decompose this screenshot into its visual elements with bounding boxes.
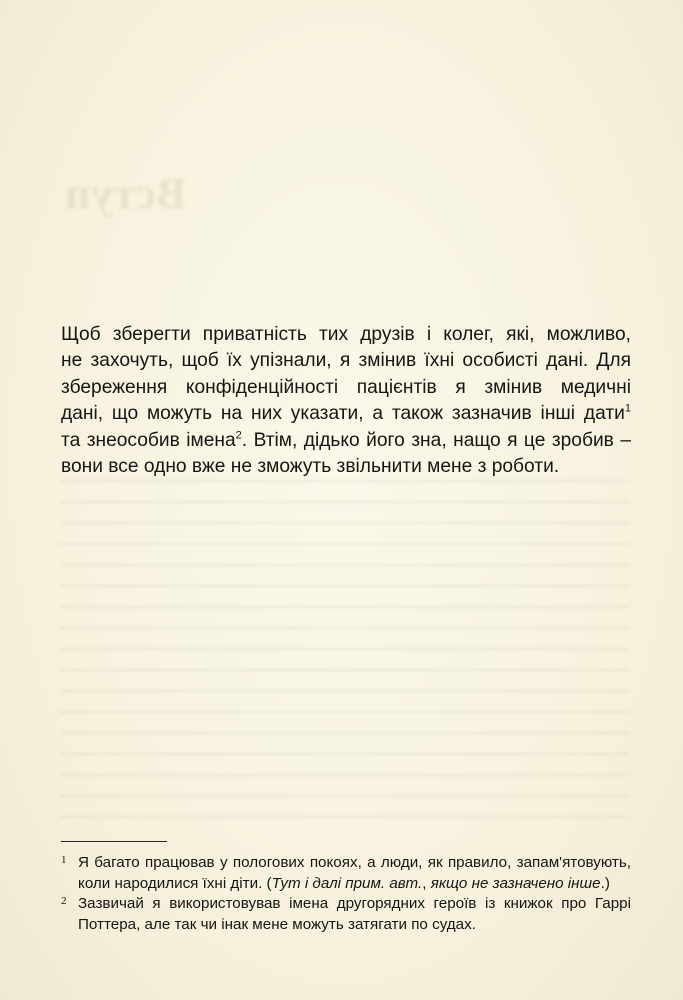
body-line [61, 428, 631, 454]
footnotes [61, 853, 631, 935]
footnote [61, 853, 631, 894]
body-line: вони все одно вже не зможуть звільнити мене з роботи. [61, 456, 560, 478]
body-line-text: дані, що можуть на них указати, а також зазначив інші дати [61, 403, 625, 425]
footnote-line: Зазвичай я використовував імена другорядних героїв із книжок про Гаррі [78, 895, 631, 912]
bleed-through-heading: Вступ [64, 169, 187, 218]
footnote-number: 2 [61, 895, 67, 907]
footnote-line: Поттера, але так чи інак мене можуть затягати по судах. [78, 915, 476, 933]
footnote-italic: якщо не зазначено інше [430, 874, 601, 892]
footnote-ref: 2 [235, 429, 242, 442]
body-line: збереження конфіденційності пацієнтів я змінив медичні [61, 376, 631, 398]
footnote-text: коли народилися їхні діти. ( [78, 874, 272, 892]
footnote-text: , [422, 874, 431, 892]
footnote-number: 1 [61, 854, 67, 866]
footnote-italic: Тут і далі прим. авт. [271, 874, 423, 892]
body-line [61, 401, 631, 427]
body-paragraph [61, 322, 631, 480]
body-line-text: та знеособив імена [61, 429, 236, 451]
body-line: не захочуть, щоб їх упізнали, я змінив їхні особисті дані. Для [61, 350, 631, 372]
body-line-text: . Втім, дідько його зна, нащо я це зробив – [241, 429, 631, 451]
footnote-line [78, 874, 631, 895]
footnote-text: .) [600, 874, 610, 892]
footnote-ref: 1 [624, 402, 631, 415]
footnote [61, 894, 631, 935]
footnote-divider [61, 841, 167, 842]
footnote-line: Я багато працював у пологових покоях, а люди, як правило, запам'ятовують, [78, 854, 631, 871]
body-line: Щоб зберегти приватність тих друзів і колег, які, можливо, [61, 324, 631, 345]
bleed-through-text [60, 480, 630, 830]
